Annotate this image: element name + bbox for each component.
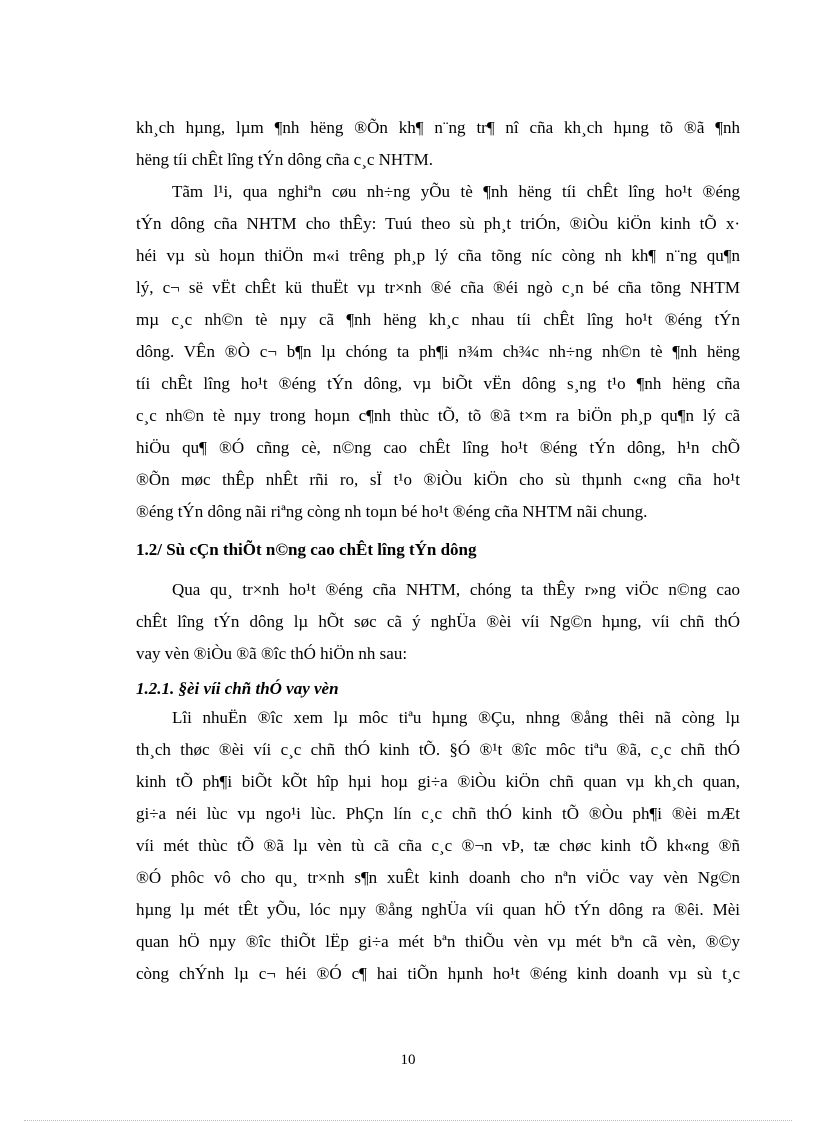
page-body: [136, 112, 740, 990]
paragraph: [136, 176, 740, 528]
text-line: Lîi nhuËn ®îc xem lµ môc tiªu hµng ®Çu, nhng ®ång thêi nã còng lµ: [172, 708, 740, 727]
text-line: mµ c¸c nh©n tè nµy cã ¶nh hëng kh¸c nhau tíi chÊt lîng ho¹t ®éng tÝn: [136, 310, 740, 329]
text-line: gi÷a néi lùc vµ ngo¹i lùc. PhÇn lín c¸c chñ thÓ kinh tÕ ®Òu ph¶i ®èi mÆt: [136, 804, 740, 823]
page-number: 10: [400, 1052, 416, 1068]
text-line: còng chÝnh lµ c¬ héi ®Ó c¶ hai tiÕn hµnh ho¹t ®éng kinh doanh vµ sù t¸c: [136, 964, 740, 983]
text-line: hiÖu qu¶ ®Ó cñng cè, n©ng cao chÊt lîng ho¹t ®éng tÝn dông, h¹n chÕ: [136, 438, 740, 457]
text-line: lý, c¬ së vËt chÊt kü thuËt vµ tr×nh ®é cña ®éi ngò c¸n bé cña tõng NHTM: [136, 278, 740, 297]
text-line: vay vèn ®iÒu ®ã ®îc thÓ hiÖn nh sau:: [136, 644, 408, 663]
text-line: dông. VÊn ®Ò c¬ b¶n lµ chóng ta ph¶i n¾m ch¾c nh÷ng nh©n tè ¶nh hëng: [136, 342, 740, 361]
paragraph: [136, 112, 740, 176]
text-line: ®Ó phôc vô cho qu¸ tr×nh s¶n xuÊt kinh doanh cho nªn viÖc vay vèn Ng©n: [136, 868, 740, 887]
text-line: hµng lµ mét tÊt yÕu, lóc nµy ®ång nghÜa víi quan hÖ tÝn dông ra ®êi. Mèi: [136, 900, 740, 919]
text-line: Tãm l¹i, qua nghiªn cøu nh÷ng yÕu tè ¶nh hëng tíi chÊt lîng ho¹t ®éng: [172, 182, 740, 201]
text-line: quan hÖ nµy ®îc thiÕt lËp gi÷a mét bªn thiÕu vèn vµ mét bªn cã vèn, ®©y: [136, 932, 740, 951]
text-line: c¸c nh©n tè nµy trong hoµn c¶nh thùc tÕ, tõ ®ã t×m ra biÖn ph¸p qu¶n lý cã: [136, 406, 740, 425]
text-line: héi vµ sù hoµn thiÖn m«i trêng ph¸p lý cña tõng níc còng nh kh¶ n¨ng qu¶n: [136, 246, 740, 265]
text-line: Qua qu¸ tr×nh ho¹t ®éng cña NHTM, chóng ta thÊy r»ng viÖc n©ng cao: [172, 580, 740, 599]
text-line: chÊt lîng tÝn dông lµ hÕt søc cã ý nghÜa ®èi víi Ng©n hµng, víi chñ thÓ: [136, 612, 740, 631]
subsection-heading: 1.2.1. §èi víi chñ thÓ vay vèn: [136, 679, 339, 698]
text-line: víi mét thùc tÕ ®ã lµ vèn tù cã cña c¸c ®¬n vÞ, tæ chøc kinh tÕ kh«ng ®ñ: [136, 836, 740, 855]
text-line: hëng tíi chÊt lîng tÝn dông cña c¸c NHTM.: [136, 150, 433, 169]
text-line: kinh tÕ ph¶i biÕt kÕt hîp hµi hoµ gi÷a ®iÒu kiÖn chñ quan vµ kh¸ch quan,: [136, 772, 740, 791]
text-line: tÝn dông cña NHTM cho thÊy: Tuú theo sù ph¸t triÓn, ®iÒu kiÖn kinh tÕ x·: [136, 214, 740, 233]
text-line: kh¸ch hµng, lµm ¶nh hëng ®Õn kh¶ n¨ng tr¶ nî cña kh¸ch hµng tõ ®ã ¶nh: [136, 118, 740, 137]
text-line: ®éng tÝn dông nãi riªng còng nh toµn bé ho¹t ®éng cña NHTM nãi chung.: [136, 502, 648, 521]
text-line: tíi chÊt lîng ho¹t ®éng tÝn dông, vµ biÕt vËn dông s¸ng t¹o ¶nh hëng cña: [136, 374, 740, 393]
text-line: ®Õn møc thÊp nhÊt rñi ro, sÏ t¹o ®iÒu kiÖn cho sù thµnh c«ng cña ho¹t: [136, 470, 740, 489]
paragraph: [136, 702, 740, 990]
section-heading: 1.2/ Sù cÇn thiÕt n©ng cao chÊt lîng tÝn dông: [136, 540, 477, 559]
paragraph: [136, 574, 740, 670]
page-bottom-divider: [24, 1120, 792, 1121]
text-line: th¸ch thøc ®èi víi c¸c chñ thÓ kinh tÕ. §Ó ®¹t ®îc môc tiªu ®ã, c¸c chñ thÓ: [136, 740, 740, 759]
